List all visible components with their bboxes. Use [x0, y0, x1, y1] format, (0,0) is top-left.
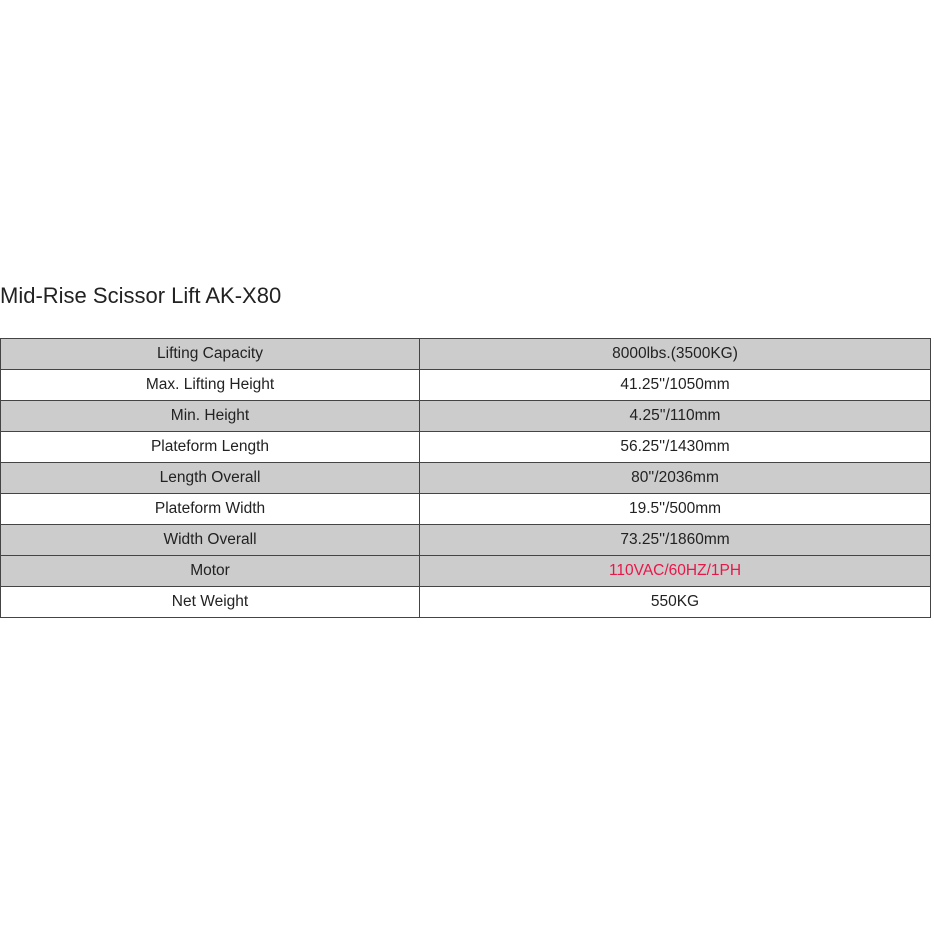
table-row: [1, 556, 931, 587]
spec-value: 550KG: [420, 587, 931, 618]
table-row: [1, 494, 931, 525]
table-row: [1, 587, 931, 618]
page-title: Mid-Rise Scissor Lift AK-X80: [0, 283, 282, 308]
spec-value: 56.25''/1430mm: [420, 432, 931, 463]
table-row: [1, 432, 931, 463]
spec-table: [0, 338, 931, 618]
spec-value: 4.25''/110mm: [420, 401, 931, 432]
spec-label: Min. Height: [1, 401, 420, 432]
table-row: [1, 463, 931, 494]
table-row: [1, 525, 931, 556]
spec-label: Net Weight: [1, 587, 420, 618]
spec-value: 73.25''/1860mm: [420, 525, 931, 556]
spec-label: Motor: [1, 556, 420, 587]
spec-label: Max. Lifting Height: [1, 370, 420, 401]
spec-value: 8000lbs.(3500KG): [420, 339, 931, 370]
spec-label: Plateform Width: [1, 494, 420, 525]
spec-value: 110VAC/60HZ/1PH: [420, 556, 931, 587]
spec-table-body: [1, 339, 931, 618]
spec-value: 41.25''/1050mm: [420, 370, 931, 401]
spec-label: Width Overall: [1, 525, 420, 556]
spec-label: Plateform Length: [1, 432, 420, 463]
table-row: [1, 339, 931, 370]
spec-value: 80''/2036mm: [420, 463, 931, 494]
table-row: [1, 401, 931, 432]
spec-label: Lifting Capacity: [1, 339, 420, 370]
spec-value: 19.5''/500mm: [420, 494, 931, 525]
table-row: [1, 370, 931, 401]
spec-label: Length Overall: [1, 463, 420, 494]
